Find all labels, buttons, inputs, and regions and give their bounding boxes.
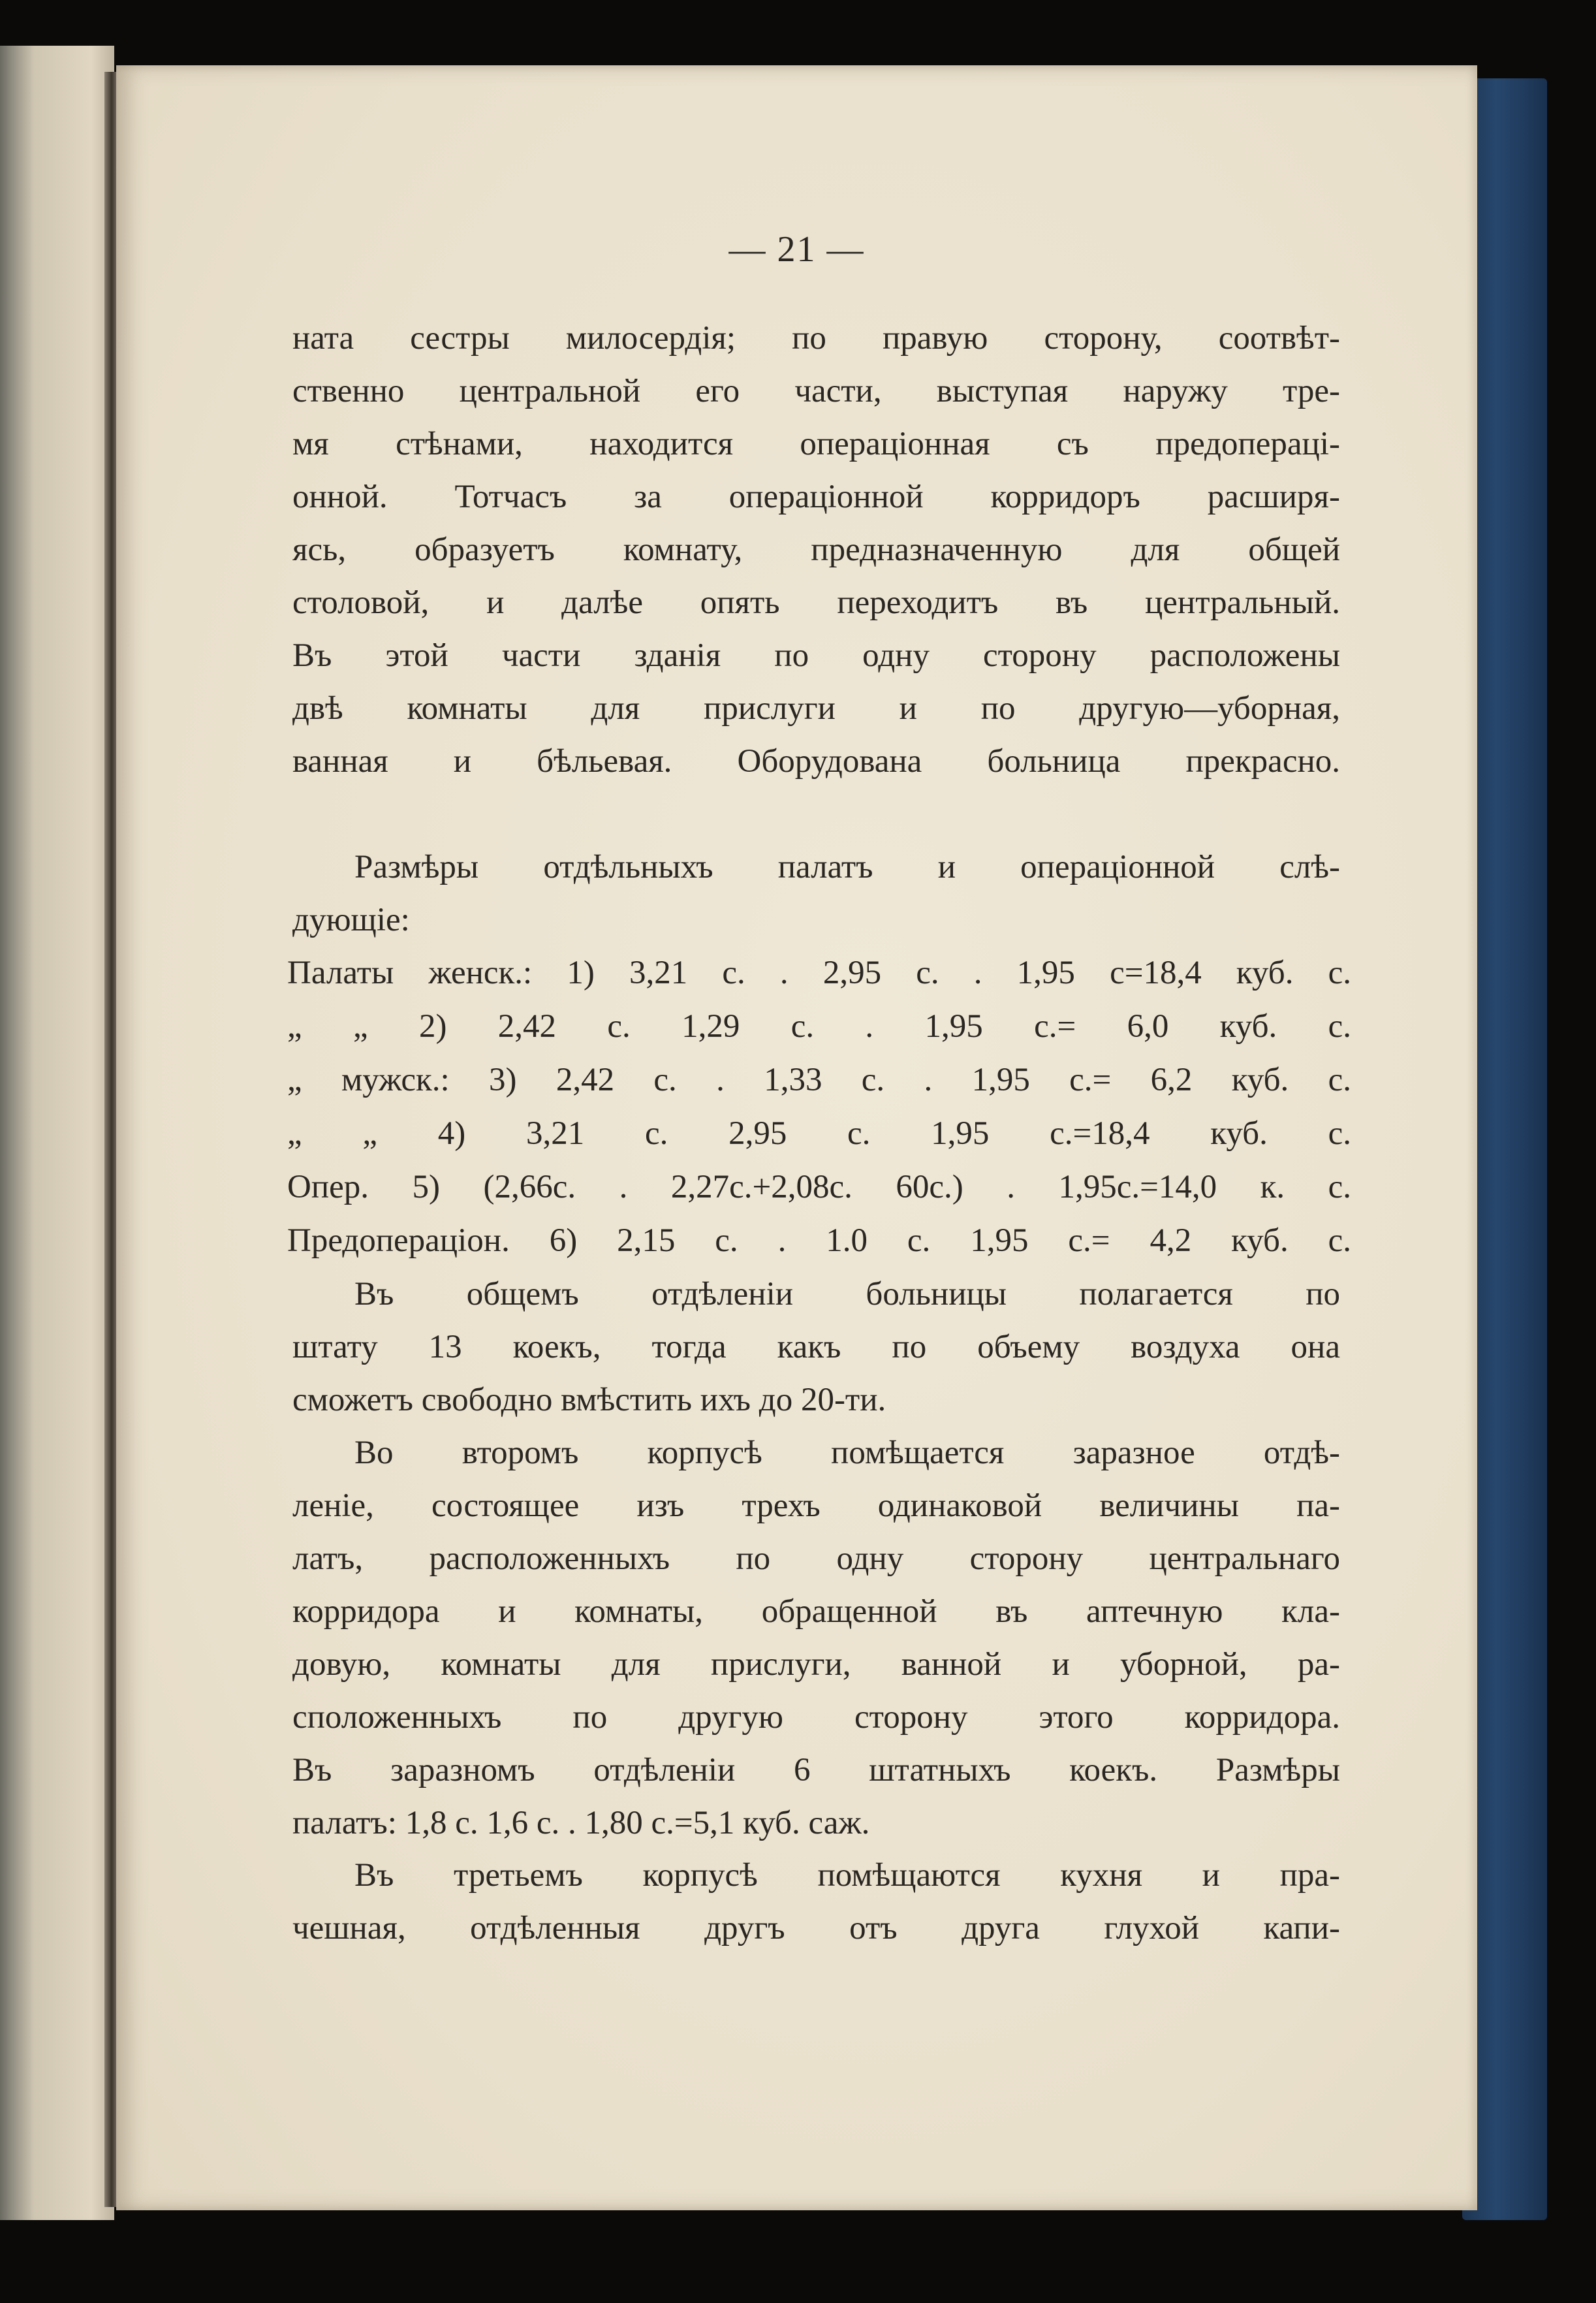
text-line: Размѣры отдѣльныхъ палатъ и операціонной слѣ- — [354, 849, 1340, 885]
text-line: Въ общемъ отдѣленіи больницы полагается по — [354, 1276, 1340, 1312]
text-line: латъ, расположенныхъ по одну сторону центральнаго — [292, 1540, 1340, 1577]
paragraph-2 — [292, 841, 1340, 947]
text-line: корридора и комнаты, обращенной въ аптечную кла- — [292, 1593, 1340, 1630]
text-line: ванная и бѣльевая. Оборудована больница прекрасно. — [292, 743, 1340, 780]
text-line: Въ этой части зданія по одну сторону расположены — [292, 637, 1340, 674]
text-line: ственно центральной его части, выступая наружу тре- — [292, 373, 1340, 409]
paragraph-1 — [292, 312, 1340, 788]
text-line: дующіе: — [292, 902, 410, 938]
previous-page-edge — [0, 46, 114, 2220]
text-line: ясь, образуетъ комнату, предназначенную для общей — [292, 532, 1340, 568]
book-page — [116, 65, 1477, 2210]
table-row: Предопераціон. 6) 2,15 с. . 1.0 с. 1,95 с.= 4,2 куб. с. — [287, 1222, 1351, 1259]
text-line: штату 13 коекъ, тогда какъ по объему воздуха она — [292, 1329, 1340, 1365]
text-line: Во второмъ корпусѣ помѣщается заразное отдѣ- — [354, 1435, 1340, 1471]
text-line: сможетъ свободно вмѣстить ихъ до 20-ти. — [292, 1382, 886, 1418]
text-line: двѣ комнаты для прислуги и по другую—уборная, — [292, 690, 1340, 727]
text-line: сположенныхъ по другую сторону этого корридора. — [292, 1699, 1340, 1736]
table-row: Палаты женск.: 1) 3,21 с. . 2,95 с. . 1,95 с=18,4 куб. с. — [287, 955, 1351, 991]
text-line: мя стѣнами, находится операціонная съ предопераці- — [292, 426, 1340, 462]
text-line: онной. Тотчасъ за операціонной корридоръ расширя- — [292, 479, 1340, 515]
paragraph-3 — [292, 1268, 1340, 1427]
table-row: Опер. 5) (2,66с. . 2,27с.+2,08с. 60с.) . 1,95с.=14,0 к. с. — [287, 1169, 1351, 1205]
text-line: леніе, состоящее изъ трехъ одинаковой величины па- — [292, 1487, 1340, 1524]
text-line: чешная, отдѣленныя другъ отъ друга глухой капи- — [292, 1910, 1340, 1946]
text-line: столовой, и далѣе опять переходитъ въ центральный. — [292, 584, 1340, 621]
table-row: „ „ 2) 2,42 с. 1,29 с. . 1,95 с.= 6,0 куб. с. — [287, 1008, 1351, 1045]
paragraph-4 — [292, 1427, 1340, 1850]
table-row: „ мужск.: 3) 2,42 с. . 1,33 с. . 1,95 с.= 6,2 куб. с. — [287, 1062, 1351, 1098]
text-line: Въ третьемъ корпусѣ помѣщаются кухня и пра- — [354, 1857, 1340, 1894]
text-line: довую, комнаты для прислуги, ванной и уборной, ра- — [292, 1646, 1340, 1683]
paragraph-5 — [292, 1849, 1340, 1955]
text-line: Въ заразномъ отдѣленіи 6 штатныхъ коекъ. Размѣры — [292, 1752, 1340, 1788]
page-number: — 21 — — [728, 229, 865, 270]
table-row: „ „ 4) 3,21 с. 2,95 с. 1,95 с.=18,4 куб. с. — [287, 1115, 1351, 1152]
text-line: ната сестры милосердія; по правую сторону, соотвѣт- — [292, 320, 1340, 357]
text-line: палатъ: 1,8 с. 1,6 с. . 1,80 с.=5,1 куб. саж. — [292, 1805, 870, 1841]
